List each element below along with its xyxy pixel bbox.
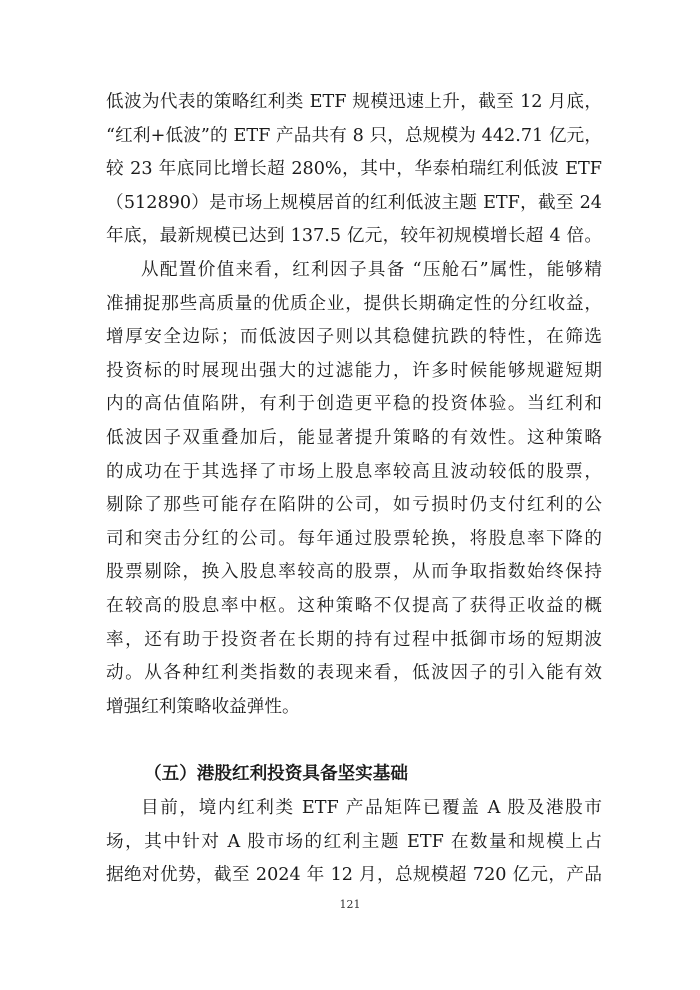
text-line: 司和突击分红的公司。每年通过股票轮换，将股息率下降的 (106, 528, 602, 549)
text-line: 准捕捉那些高质量的优质企业，提供长期确定性的分红收益， (106, 293, 602, 314)
text-line: 年底，最新规模已达到 137.5 亿元，较年初规模增长超 4 倍。 (106, 226, 602, 247)
text-line: “红利+低波”的 ETF 产品共有 8 只，总规模为 442.71 亿元， (106, 125, 602, 146)
text-line: 动。从各种红利类指数的表现来看，低波因子的引入能有效 (106, 663, 602, 684)
text-line: 的成功在于其选择了市场上股息率较高且波动较低的股票， (106, 461, 602, 482)
text-line: 低波为代表的策略红利类 ETF 规模迅速上升，截至 12 月底， (106, 92, 602, 112)
paragraph-1 (106, 86, 602, 254)
text-line: 场，其中针对 A 股市场的红利主题 ETF 在数量和规模上占 (106, 831, 602, 852)
text-line: 较 23 年底同比增长超 280%，其中，华泰柏瑞红利低波 ETF (106, 159, 602, 180)
text-line: 目前，境内红利类 ETF 产品矩阵已覆盖 A 股及港股市 (141, 798, 602, 818)
paragraph-3 (106, 792, 602, 893)
text-line: 股票剔除，换入股息率较高的股票，从而争取指数始终保持 (106, 562, 602, 583)
text-line: 据绝对优势，截至 2024 年 12 月，总规模超 720 亿元，产品 (106, 865, 602, 886)
text-line: 在较高的股息率中枢。这种策略不仅提高了获得正收益的概 (106, 595, 602, 616)
section-heading-block (106, 758, 602, 792)
page-number: 121 (339, 898, 361, 911)
text-line: 投资标的时展现出强大的过滤能力，许多时候能够规避短期 (106, 360, 602, 381)
text-line: （512890）是市场上规模居首的红利低波主题 ETF，截至 24 (106, 192, 602, 213)
text-line: 增厚安全边际；而低波因子则以其稳健抗跌的特性，在筛选 (106, 327, 602, 348)
paragraph-2 (106, 254, 602, 724)
text-line: 率，还有助于投资者在长期的持有过程中抵御市场的短期波 (106, 629, 602, 650)
text-line: 从配置价值来看，红利因子具备 “压舱石”属性，能够精 (141, 260, 602, 280)
text-line: 剔除了那些可能存在陷阱的公司，如亏损时仍支付红利的公 (106, 495, 602, 516)
text-line: 增强红利策略收益弹性。 (106, 696, 300, 717)
text-line: 内的高估值陷阱，有利于创造更平稳的投资体验。当红利和 (106, 394, 602, 415)
section-heading: （五）港股红利投资具备坚实基础 (144, 764, 408, 784)
text-line: 低波因子双重叠加后，能显著提升策略的有效性。这种策略 (106, 427, 602, 448)
